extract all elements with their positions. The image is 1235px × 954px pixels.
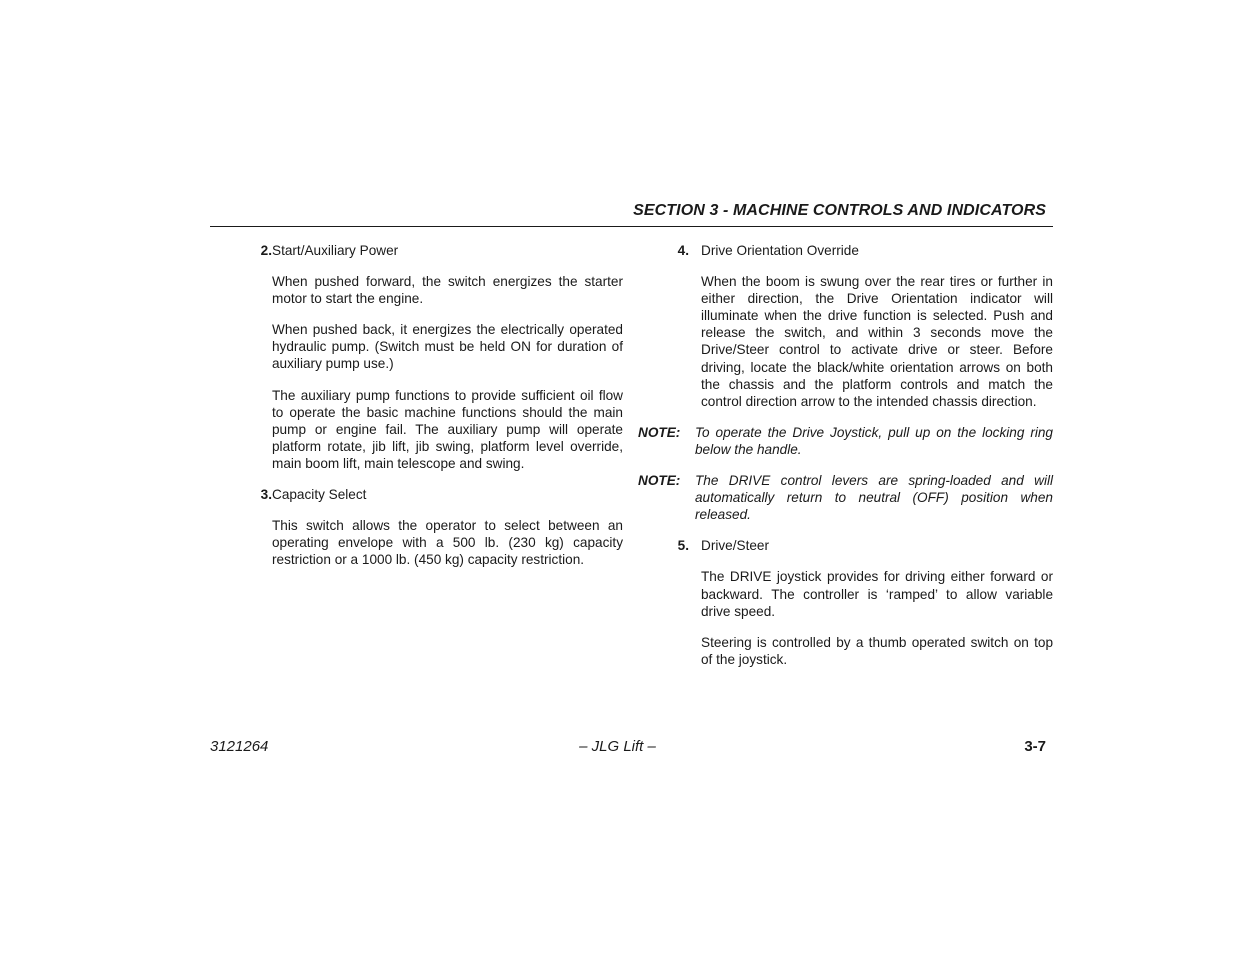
item-5-number: 5. (677, 538, 689, 554)
item-5-label: Drive/Steer (701, 538, 769, 554)
item-3-label: Capacity Select (272, 487, 367, 503)
note-2 (638, 472, 1053, 523)
footer-doc-number: 3121264 (210, 738, 269, 755)
left-column (240, 242, 623, 582)
item-4-heading (638, 242, 1053, 259)
note-2-label: NOTE: (638, 473, 681, 489)
note-1 (638, 424, 1053, 458)
item-2-paragraph-2: When pushed back, it energizes the electrically operated hydraulic pump. (Switch must be held ON for duration of auxiliary pump use.) (272, 322, 623, 372)
item-5-paragraph-2: Steering is controlled by a thumb operated switch on top of the joystick. (701, 634, 1053, 667)
item-3-paragraph-1: This switch allows the operator to select between an operating envelope with a 500 lb. (230 kg) capacity restriction or a 1000 lb. (450 kg) capacity restriction. (272, 518, 623, 568)
item-4-paragraph-1: When the boom is swung over the rear tires or further in either direction, the Drive Orientation indicator will illuminate when the drive function is selected. Push and release the switch, and within 3 seconds move the Drive/Steer control to activate drive or steer. Before driving, locate the black/white orientation arrows on both the chassis and the platform controls and match the control direction arrow to the intended chassis direction. (701, 274, 1053, 409)
note-1-text: To operate the Drive Joystick, pull up on the locking ring below the handle. (695, 424, 1053, 457)
note-2-text: The DRIVE control levers are spring-loaded and will automatically return to neutral (OFF) position when released. (695, 473, 1053, 523)
item-2-number: 2. (260, 243, 272, 258)
footer-publisher: – JLG Lift – (579, 738, 656, 755)
item-3-heading (240, 486, 623, 503)
item-5-heading (638, 537, 1053, 554)
item-2-heading (240, 242, 623, 259)
item-4-number: 4. (677, 243, 689, 258)
section-title: SECTION 3 - MACHINE CONTROLS AND INDICATORS (633, 202, 1046, 219)
header-divider (210, 226, 1053, 227)
footer-page-number: 3-7 (1024, 738, 1046, 755)
item-5-paragraph-1: The DRIVE joystick provides for driving either forward or backward. The controller is ‘ramped’ to allow variable drive speed. (701, 569, 1053, 619)
item-2-label: Start/Auxiliary Power (272, 243, 399, 258)
right-column (638, 242, 1053, 682)
note-1-label: NOTE: (638, 424, 681, 440)
item-2-paragraph-3: The auxiliary pump functions to provide sufficient oil flow to operate the basic machine functions should the main pump or engine fail. The auxiliary pump will operate platform rotate, jib lift, jib swing, platform level override, main boom lift, main telescope and swing. (272, 387, 623, 471)
item-4-label: Drive Orientation Override (701, 243, 859, 258)
item-3-number: 3. (260, 487, 272, 503)
item-2-paragraph-1: When pushed forward, the switch energizes the starter motor to start the engine. (272, 274, 623, 307)
